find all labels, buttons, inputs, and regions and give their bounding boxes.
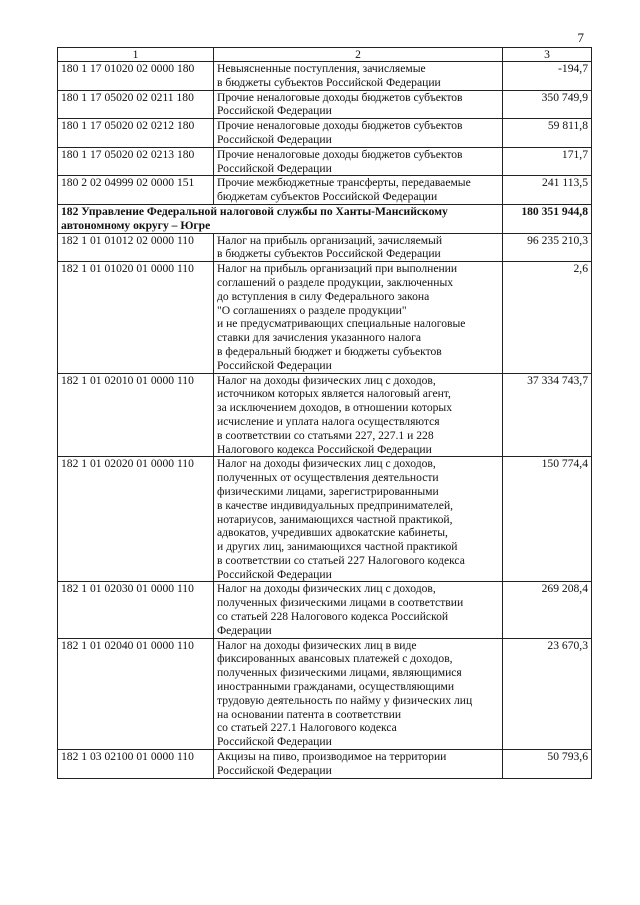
- page-number: 7: [577, 30, 584, 45]
- row-name: Прочие неналоговые доходы бюджетов субъектов Российской Федерации: [214, 147, 503, 176]
- row-amount: 269 208,4: [503, 582, 592, 638]
- table-row: [58, 62, 592, 91]
- row-code: 180 1 17 05020 02 0213 180: [58, 147, 214, 176]
- row-name: Акцизы на пиво, производимое на территории Российской Федерации: [214, 750, 503, 779]
- table-row: [58, 582, 592, 638]
- row-name: Прочие межбюджетные трансферты, передаваемые бюджетам субъектов Российской Федерации: [214, 176, 503, 205]
- table-row: [58, 373, 592, 457]
- section-title: 182 Управление Федеральной налоговой службы по Ханты-Мансийскому автономному округу – Югре: [58, 204, 503, 233]
- budget-revenue-table: [57, 47, 592, 779]
- row-name: Невыясненные поступления, зачисляемые в бюджеты субъектов Российской Федерации: [214, 62, 503, 91]
- table-row: [58, 119, 592, 148]
- section-header-row: [58, 204, 592, 233]
- row-code: 180 1 17 05020 02 0212 180: [58, 119, 214, 148]
- row-amount: 50 793,6: [503, 750, 592, 779]
- row-amount: 150 774,4: [503, 457, 592, 582]
- row-name: Налог на доходы физических лиц с доходов, полученных физическими лицами в соответствии со статьей 228 Налогового кодекса Российской Федерации: [214, 582, 503, 638]
- row-code: 180 1 17 05020 02 0211 180: [58, 90, 214, 119]
- row-amount: 59 811,8: [503, 119, 592, 148]
- table-row: [58, 262, 592, 373]
- column-header-name: 2: [214, 48, 503, 62]
- row-amount: 37 334 743,7: [503, 373, 592, 457]
- row-amount: 2,6: [503, 262, 592, 373]
- row-name: Налог на доходы физических лиц в виде фиксированных авансовых платежей с доходов, полученных физическими лицами, являющимися иностранными гражданами, осуществляющими трудовую деятельность по найму у физических лиц на основании патента в соответствии со статьей 227.1 Налогового кодекса Российской Федерации: [214, 638, 503, 749]
- table-row: [58, 90, 592, 119]
- table-row: [58, 233, 592, 262]
- table-row: [58, 176, 592, 205]
- row-code: 180 1 17 01020 02 0000 180: [58, 62, 214, 91]
- column-header-amount: 3: [503, 48, 592, 62]
- row-name: Налог на доходы физических лиц с доходов, источником которых является налоговый агент, за исключением доходов, в отношении которых исчисление и уплата налога осуществляются в соответствии со статьями 227, 227.1 и 228 Налогового кодекса Российской Федерации: [214, 373, 503, 457]
- row-code: 182 1 01 02010 01 0000 110: [58, 373, 214, 457]
- row-amount: 241 113,5: [503, 176, 592, 205]
- row-name: Прочие неналоговые доходы бюджетов субъектов Российской Федерации: [214, 90, 503, 119]
- row-code: 182 1 01 01020 01 0000 110: [58, 262, 214, 373]
- row-name: Прочие неналоговые доходы бюджетов субъектов Российской Федерации: [214, 119, 503, 148]
- row-name: Налог на прибыль организаций при выполнении соглашений о разделе продукции, заключенных до вступления в силу Федерального закона "О соглашениях о разделе продукции" и не предусматривающих специальные налоговые ставки для зачисления указанного налога в федеральный бюджет и бюджеты субъектов Российской Федерации: [214, 262, 503, 373]
- row-amount: 350 749,9: [503, 90, 592, 119]
- row-code: 182 1 01 01012 02 0000 110: [58, 233, 214, 262]
- row-code: 182 1 01 02040 01 0000 110: [58, 638, 214, 749]
- section-amount: 180 351 944,8: [503, 204, 592, 233]
- row-code: 182 1 01 02020 01 0000 110: [58, 457, 214, 582]
- row-name: Налог на прибыль организаций, зачисляемый в бюджеты субъектов Российской Федерации: [214, 233, 503, 262]
- row-code: 182 1 01 02030 01 0000 110: [58, 582, 214, 638]
- column-header-code: 1: [58, 48, 214, 62]
- row-amount: 171,7: [503, 147, 592, 176]
- table-row: [58, 457, 592, 582]
- table-row: [58, 147, 592, 176]
- row-name: Налог на доходы физических лиц с доходов, полученных от осуществления деятельности физическими лицами, зарегистрированными в качестве индивидуальных предпринимателей, нотариусов, занимающихся частной практикой, адвокатов, учредивших адвокатские кабинеты, и других лиц, занимающихся частной практикой в соответствии со статьей 227 Налогового кодекса Российской Федерации: [214, 457, 503, 582]
- row-code: 182 1 03 02100 01 0000 110: [58, 750, 214, 779]
- table-row: [58, 750, 592, 779]
- row-amount: 96 235 210,3: [503, 233, 592, 262]
- row-code: 180 2 02 04999 02 0000 151: [58, 176, 214, 205]
- table-row: [58, 638, 592, 749]
- row-amount: -194,7: [503, 62, 592, 91]
- row-amount: 23 670,3: [503, 638, 592, 749]
- table-header-row: [58, 48, 592, 62]
